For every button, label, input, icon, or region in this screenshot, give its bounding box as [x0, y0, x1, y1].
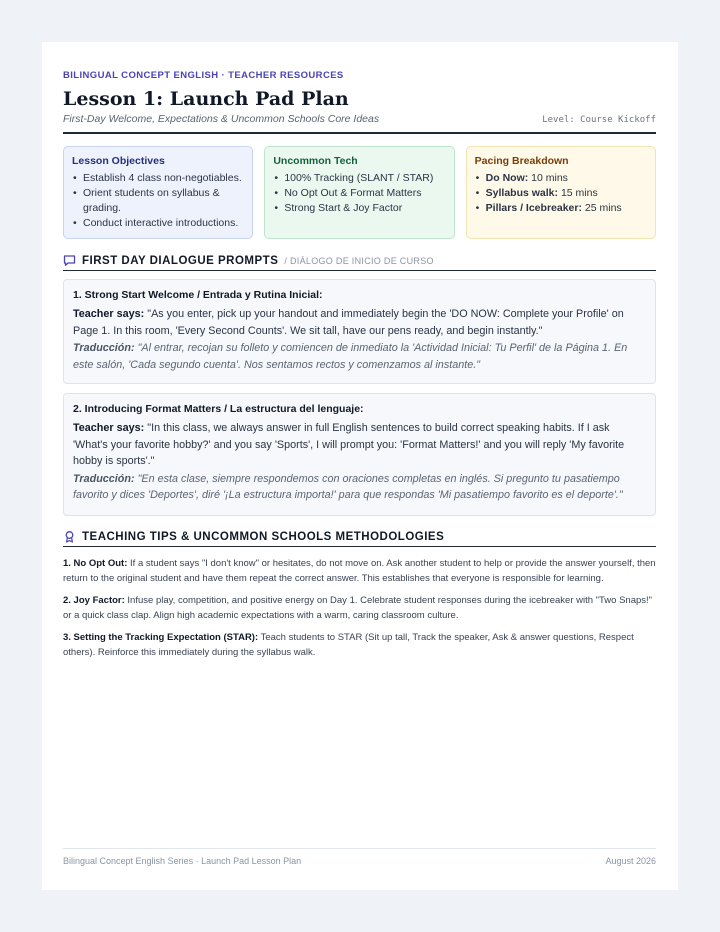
tech-list [273, 171, 445, 216]
tip-item [63, 630, 656, 660]
tip-text: If a student says "I don't know" or hesitates, do not move on. Ask another student to help or provide the answer yourself, then return to the original student and have them repeat the correct answer. This establishes that everyone is responsible for learning. [63, 558, 656, 584]
tip-text: Infuse play, competition, and positive energy on Day 1. Celebrate student responses during the icebreaker with "Two Snaps!" or a quick class clap. Align high academic expectations with a warm, caring classroom culture. [63, 595, 653, 621]
tip-label: 1. No Opt Out: [63, 558, 128, 569]
level-label: Level: Course Kickoff [542, 115, 656, 125]
objective-item: • Conduct interactive introductions. [83, 216, 244, 231]
pacing-item [486, 186, 647, 201]
tech-item: • No Opt Out & Format Matters [284, 186, 445, 201]
pacing-label: Do Now: [485, 172, 529, 184]
tips-section-header [63, 530, 656, 547]
title-subline [63, 113, 656, 134]
objectives-list [72, 171, 244, 231]
objectives-card [63, 146, 253, 239]
tips-list [63, 556, 656, 660]
page-title: Lesson 1: Launch Pad Plan [63, 88, 349, 110]
dialogue-heading: FIRST DAY DIALOGUE PROMPTS [82, 254, 279, 267]
prompt-english-text: "In this class, we always answer in full English sentences to build correct speaking habits. If I ask 'What's your favorite hobby?' and you say 'Sports', I will prompt you: 'Format Matters!' and you will reply 'My favorite hobby is sports'." [73, 422, 625, 467]
tech-card [264, 146, 454, 239]
pacing-label: Syllabus walk: [485, 187, 559, 199]
summary-cards [63, 146, 656, 239]
award-ribbon-icon [63, 530, 76, 543]
prompt-translation-text: "En esta clase, siempre respondemos con oraciones completas en inglés. Si pregunto tu pasatiempo favorito y dices 'Deportes', diré '¡La estructura importa!' para que respondas 'Mi pasatiempo favorito es el deporte'." [73, 472, 623, 501]
page-subtitle: First-Day Welcome, Expectations & Uncommon Schools Core Ideas [63, 113, 380, 125]
pacing-card [466, 146, 656, 239]
lesson-page [42, 42, 678, 890]
tip-text: Teach students to STAR (Sit up tall, Track the speaker, Ask & answer questions, Respect others). Reinforce this immediately during the syllabus walk. [63, 632, 634, 658]
pacing-item [486, 171, 647, 186]
prompt-translation-text: "Al entrar, recojan su folleto y comiencen de inmediato la 'Actividad Inicial: Tu Perfil' de la Página 1. En este salón, 'Cada segundo cuenta'. Nos sentamos rectos y comenzamos al instante." [73, 342, 628, 371]
pacing-label: Pillars / Icebreaker: [485, 202, 582, 214]
dialogue-subheading: / DIÁLOGO DE INICIO DE CURSO [284, 255, 434, 266]
pacing-list [475, 171, 647, 216]
tip-item [63, 556, 656, 586]
teacher-says-label: Teacher says: [73, 308, 145, 320]
translation-label: Traducción: [73, 342, 135, 354]
tip-label: 2. Joy Factor: [63, 595, 125, 606]
prompt-title: 2. Introducing Format Matters / La estructura del lenguaje: [73, 403, 364, 415]
page-footer [63, 848, 656, 866]
tip-item [63, 593, 656, 623]
teacher-says-label: Teacher says: [73, 422, 145, 434]
prompt-title: 1. Strong Start Welcome / Entrada y Rutina Inicial: [73, 289, 323, 301]
prompt-translation [73, 471, 646, 504]
tech-title: Uncommon Tech [273, 155, 358, 167]
pacing-item [486, 201, 647, 216]
prompt-translation [73, 340, 646, 373]
pacing-title: Pacing Breakdown [474, 155, 569, 167]
tech-item: • 100% Tracking (SLANT / STAR) [284, 171, 445, 186]
chat-bubble-icon [63, 254, 76, 267]
prompt-english-text: "As you enter, pick up your handout and immediately begin the 'DO NOW: Complete your Profile' on Page 1. In this room, 'Every Second Counts'. We sit tall, have our pens ready, and begin instantly." [73, 308, 624, 337]
footer-date: August 2026 [605, 856, 656, 866]
pacing-value: 15 mins [560, 187, 598, 199]
tips-heading: TEACHING TIPS & UNCOMMON SCHOOLS METHODOLOGIES [82, 530, 445, 543]
dialogue-section-header [63, 254, 656, 271]
dialogue-prompt [63, 279, 656, 384]
series-eyebrow: BILINGUAL CONCEPT ENGLISH · TEACHER RESOURCES [63, 70, 344, 81]
dialogue-prompt [63, 393, 656, 516]
objective-item: • Orient students on syllabus & grading. [83, 186, 244, 216]
pacing-value: 10 mins [531, 172, 568, 184]
prompt-english [73, 420, 646, 470]
footer-series: Bilingual Concept English Series · Launch Pad Lesson Plan [63, 856, 302, 866]
prompt-english [73, 306, 646, 339]
objectives-title: Lesson Objectives [72, 155, 165, 167]
tech-item: • Strong Start & Joy Factor [284, 201, 445, 216]
pacing-value: 25 mins [584, 202, 622, 214]
tip-label: 3. Setting the Tracking Expectation (STAR): [63, 632, 259, 643]
objective-item: • Establish 4 class non-negotiables. [83, 171, 244, 186]
translation-label: Traducción: [73, 472, 135, 485]
